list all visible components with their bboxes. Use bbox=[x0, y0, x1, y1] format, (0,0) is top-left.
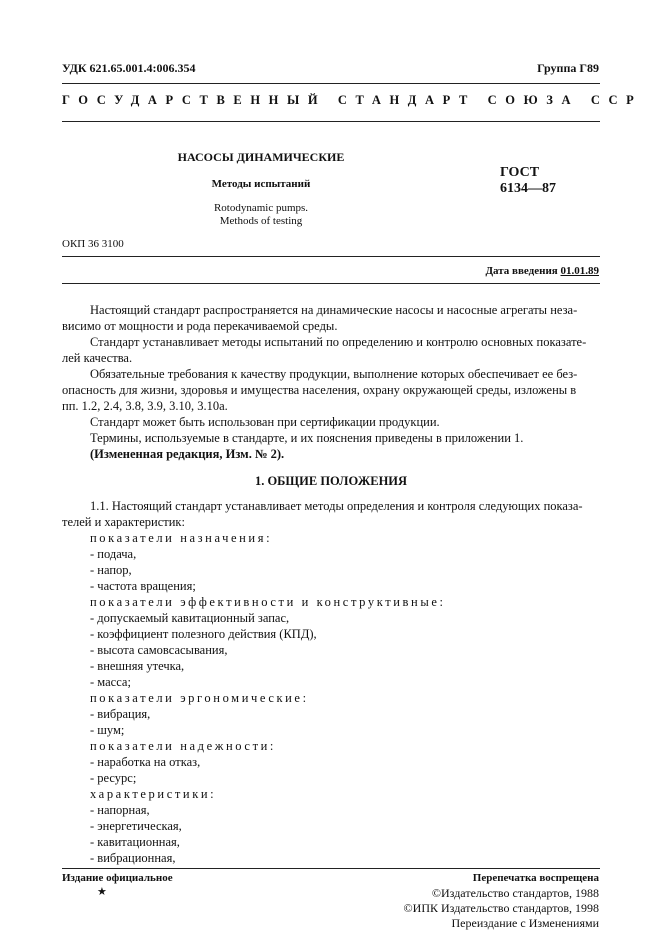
footer-rule bbox=[62, 868, 600, 869]
intro-date bbox=[485, 265, 599, 277]
amendment-note: (Измененная редакция, Изм. № 2). bbox=[90, 447, 285, 461]
okp-code: ОКП 36 3100 bbox=[62, 238, 124, 250]
state-standard-heading: ГОСУДАРСТВЕННЫЙ СТАНДАРТ СОЮЗА ССР bbox=[62, 93, 643, 107]
document-subtitle: Методы испытаний bbox=[211, 178, 311, 190]
copyright-1988: ©Издательство стандартов, 1988 bbox=[431, 886, 599, 900]
list-item: - допускаемый кавитационный запас, bbox=[90, 611, 290, 625]
preamble-line: пп. 1.2, 2.4, 3.8, 3.9, 3.10, 3.10а. bbox=[62, 399, 228, 413]
preamble-line: висимо от мощности и рода перекачиваемой среды. bbox=[62, 319, 338, 333]
list-item: - масса; bbox=[90, 675, 131, 689]
section-heading: 1. ОБЩИЕ ПОЛОЖЕНИЯ bbox=[254, 474, 408, 488]
preamble-line: Настоящий стандарт распространяется на динамические насосы и насосные агрегаты неза- bbox=[90, 303, 578, 317]
reissue-note: Переиздание с Изменениями bbox=[451, 916, 599, 930]
gost-number: 6134—87 bbox=[500, 181, 556, 196]
section-line: 1.1. Настоящий стандарт устанавливает методы определения и контроля следующих показа- bbox=[90, 499, 583, 513]
list-item: - напор, bbox=[90, 563, 132, 577]
header-rule-bottom bbox=[62, 121, 600, 122]
preamble-line: Стандарт устанавливает методы испытаний по определению и контролю основных показате- bbox=[90, 335, 587, 349]
list-item: - напорная, bbox=[90, 803, 150, 817]
list-item: - высота самовсасывания, bbox=[90, 643, 228, 657]
list-item: - вибрация, bbox=[90, 707, 151, 721]
list-item: - наработка на отказ, bbox=[90, 755, 201, 769]
category-heading: характеристики: bbox=[90, 787, 217, 801]
list-item: - вибрационная, bbox=[90, 851, 176, 865]
list-item: - частота вращения; bbox=[90, 579, 196, 593]
list-item: - энергетическая, bbox=[90, 819, 182, 833]
okp-rule bbox=[62, 256, 600, 257]
date-rule bbox=[62, 283, 600, 284]
reprint-prohibited: Перепечатка воспрещена bbox=[472, 872, 599, 884]
category-heading: показатели эффективности и конструктивные: bbox=[90, 595, 446, 609]
preamble-line: опасность для жизни, здоровья и имущества населения, охрану окружающей среды, изложены в bbox=[62, 383, 577, 397]
header-rule-top bbox=[62, 83, 600, 84]
gost-label: ГОСТ bbox=[500, 165, 540, 180]
list-item: - кавитационная, bbox=[90, 835, 180, 849]
category-heading: показатели назначения: bbox=[90, 531, 273, 545]
category-heading: показатели эргономические: bbox=[90, 691, 309, 705]
preamble-line: Термины, используемые в стандарте, и их пояснения приведены в приложении 1. bbox=[90, 431, 524, 445]
intro-date-value: 01.01.89 bbox=[560, 265, 599, 277]
list-item: - подача, bbox=[90, 547, 137, 561]
preamble-line: лей качества. bbox=[62, 351, 133, 365]
copyright-1998: ©ИПК Издательство стандартов, 1998 bbox=[403, 901, 599, 915]
list-item: - шум; bbox=[90, 723, 125, 737]
group-code: Группа Г89 bbox=[537, 61, 599, 75]
document-title: НАСОСЫ ДИНАМИЧЕСКИЕ bbox=[177, 150, 345, 164]
list-item: - ресурс; bbox=[90, 771, 137, 785]
section-line: телей и характеристик: bbox=[62, 515, 185, 529]
category-heading: показатели надежности: bbox=[90, 739, 277, 753]
preamble-line: Обязательные требования к качеству продукции, выполнение которых обеспечивает ее без- bbox=[90, 367, 578, 381]
list-item: - коэффициент полезного действия (КПД), bbox=[90, 627, 317, 641]
intro-date-label: Дата введения bbox=[485, 265, 558, 277]
star-icon: ★ bbox=[97, 886, 107, 898]
official-edition: Издание официальное bbox=[62, 872, 173, 884]
preamble-line: Стандарт может быть использован при сертификации продукции. bbox=[90, 415, 440, 429]
english-title: Rotodynamic pumps. bbox=[213, 202, 309, 214]
list-item: - внешняя утечка, bbox=[90, 659, 185, 673]
udk-code: УДК 621.65.001.4:006.354 bbox=[62, 61, 196, 75]
english-subtitle: Methods of testing bbox=[219, 215, 303, 227]
